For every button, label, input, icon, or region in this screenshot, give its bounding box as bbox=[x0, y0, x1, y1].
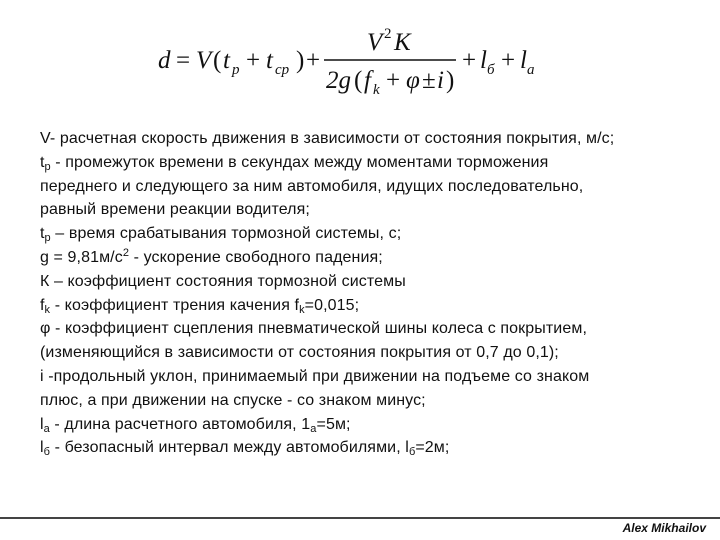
formula-denominator-plus-minus: ± bbox=[422, 67, 436, 94]
definition-tp-subscript: p bbox=[44, 160, 51, 173]
definition-phi-symbol: φ bbox=[40, 320, 51, 338]
formula-numerator-v: V bbox=[367, 29, 383, 56]
definition-lb-value: =2м; bbox=[415, 439, 450, 457]
definition-la-subscript-2: а bbox=[310, 422, 317, 435]
footer-divider bbox=[0, 517, 720, 519]
definition-phi-text-2: (изменяющийся в зависимости от состояния покрытия от 0,7 до 0,1); bbox=[40, 344, 559, 362]
formula-numerator-k: K bbox=[394, 29, 411, 56]
formula-denominator-i: i bbox=[437, 67, 444, 94]
formula-v: V bbox=[196, 47, 212, 74]
formula-t-brake-sub: ср bbox=[275, 62, 290, 78]
definition-lb bbox=[40, 436, 700, 460]
definition-lb-symbol: l bbox=[40, 439, 44, 457]
definition-i-text-2: плюс, а при движении на спуске - со знаком минус; bbox=[40, 391, 426, 409]
definition-k-text: К – коэффициент состояния тормозной системы bbox=[40, 272, 406, 290]
definition-la-value: =5м; bbox=[316, 415, 351, 433]
definition-fk-value: =0,015; bbox=[304, 296, 360, 314]
formula-plus-4: + bbox=[501, 47, 516, 74]
formula-denominator-paren-close: ) bbox=[446, 67, 455, 94]
definition-la bbox=[40, 413, 700, 437]
definition-v bbox=[40, 127, 700, 151]
definition-fk-subscript-2: k bbox=[299, 303, 305, 316]
definition-i-text: i -продольный уклон, принимаемый при движении на подъеме со знаком bbox=[40, 367, 590, 385]
definition-la-subscript: а bbox=[43, 422, 50, 435]
braking-distance-formula bbox=[154, 22, 554, 102]
definition-fk-symbol: f bbox=[40, 296, 45, 314]
definition-tp-text: - промежуток времени в секундах между моментами торможения bbox=[50, 153, 549, 171]
formula-denominator-2g: 2g bbox=[326, 67, 351, 94]
definition-tp bbox=[40, 151, 700, 175]
formula-plus-2: + bbox=[306, 47, 321, 74]
formula-plus-3: + bbox=[462, 47, 477, 74]
author-name: Alex Mikhailov bbox=[622, 521, 706, 535]
definition-lb-text: - безопасный интервал между автомобилями, l bbox=[50, 439, 409, 457]
definition-fk-text: - коэффициент трения качения f bbox=[50, 296, 300, 314]
definition-g-text: - ускорение свободного падения; bbox=[129, 248, 383, 266]
definition-tr bbox=[40, 222, 700, 246]
formula-l-interval-sub: б bbox=[487, 62, 495, 78]
definition-tr-subscript: р bbox=[44, 232, 51, 245]
definition-fk bbox=[40, 294, 700, 318]
definition-lb-subscript-2: б bbox=[408, 446, 416, 459]
definition-phi-text: - коэффициент сцепления пневматической шины колеса с покрытием, bbox=[50, 320, 587, 338]
definition-g bbox=[40, 246, 700, 270]
formula-plus-1: + bbox=[246, 47, 261, 74]
definition-i bbox=[40, 365, 700, 389]
definition-g-value: g = 9,81м/с bbox=[40, 248, 123, 266]
definition-la-text: - длина расчетного автомобиля, 1 bbox=[49, 415, 311, 433]
formula-denominator-f-sub: k bbox=[373, 82, 380, 98]
formula-denominator-plus: + bbox=[386, 67, 401, 94]
definition-tr-symbol: t bbox=[40, 225, 45, 243]
formula-numerator-exponent: 2 bbox=[384, 26, 392, 42]
definition-i-cont bbox=[40, 389, 700, 413]
definition-la-symbol: l bbox=[40, 415, 44, 433]
formula-equals: = bbox=[176, 47, 191, 74]
definition-phi bbox=[40, 317, 700, 341]
definition-tp-cont-2 bbox=[40, 198, 700, 222]
formula-denominator-paren-open: ( bbox=[354, 67, 363, 94]
definition-phi-cont bbox=[40, 341, 700, 365]
definition-tp-cont-1 bbox=[40, 175, 700, 199]
formula-paren-open: ( bbox=[213, 47, 222, 74]
formula-d: d bbox=[158, 47, 171, 74]
formula-denominator-f: f bbox=[364, 67, 371, 94]
definition-lb-subscript: б bbox=[43, 446, 51, 459]
formula-l-interval: l bbox=[480, 47, 487, 74]
definition-tp-text-2: переднего и следующего за ним автомобиля, идущих последовательно, bbox=[40, 177, 584, 195]
variable-definitions bbox=[40, 127, 700, 460]
definition-k bbox=[40, 270, 700, 294]
formula-l-vehicle: l bbox=[520, 47, 527, 74]
definition-v-text: V- расчетная скорость движения в зависимости от состояния покрытия, м/с; bbox=[40, 130, 615, 147]
definition-fk-subscript: k bbox=[44, 303, 51, 316]
definition-tp-text-3: равный времени реакции водителя; bbox=[40, 201, 310, 219]
formula-t-brake: t bbox=[266, 47, 273, 74]
definition-tp-symbol: t bbox=[40, 153, 45, 171]
formula-t-reaction-sub: p bbox=[232, 62, 240, 78]
formula-denominator-phi: φ bbox=[406, 67, 420, 94]
formula-paren-close: ) bbox=[296, 47, 305, 74]
definition-g-exponent: 2 bbox=[122, 246, 130, 259]
formula-l-vehicle-sub: а bbox=[527, 62, 535, 78]
formula-t-reaction: t bbox=[223, 47, 230, 74]
definition-tr-text: – время срабатывания тормозной системы, с; bbox=[50, 225, 402, 243]
